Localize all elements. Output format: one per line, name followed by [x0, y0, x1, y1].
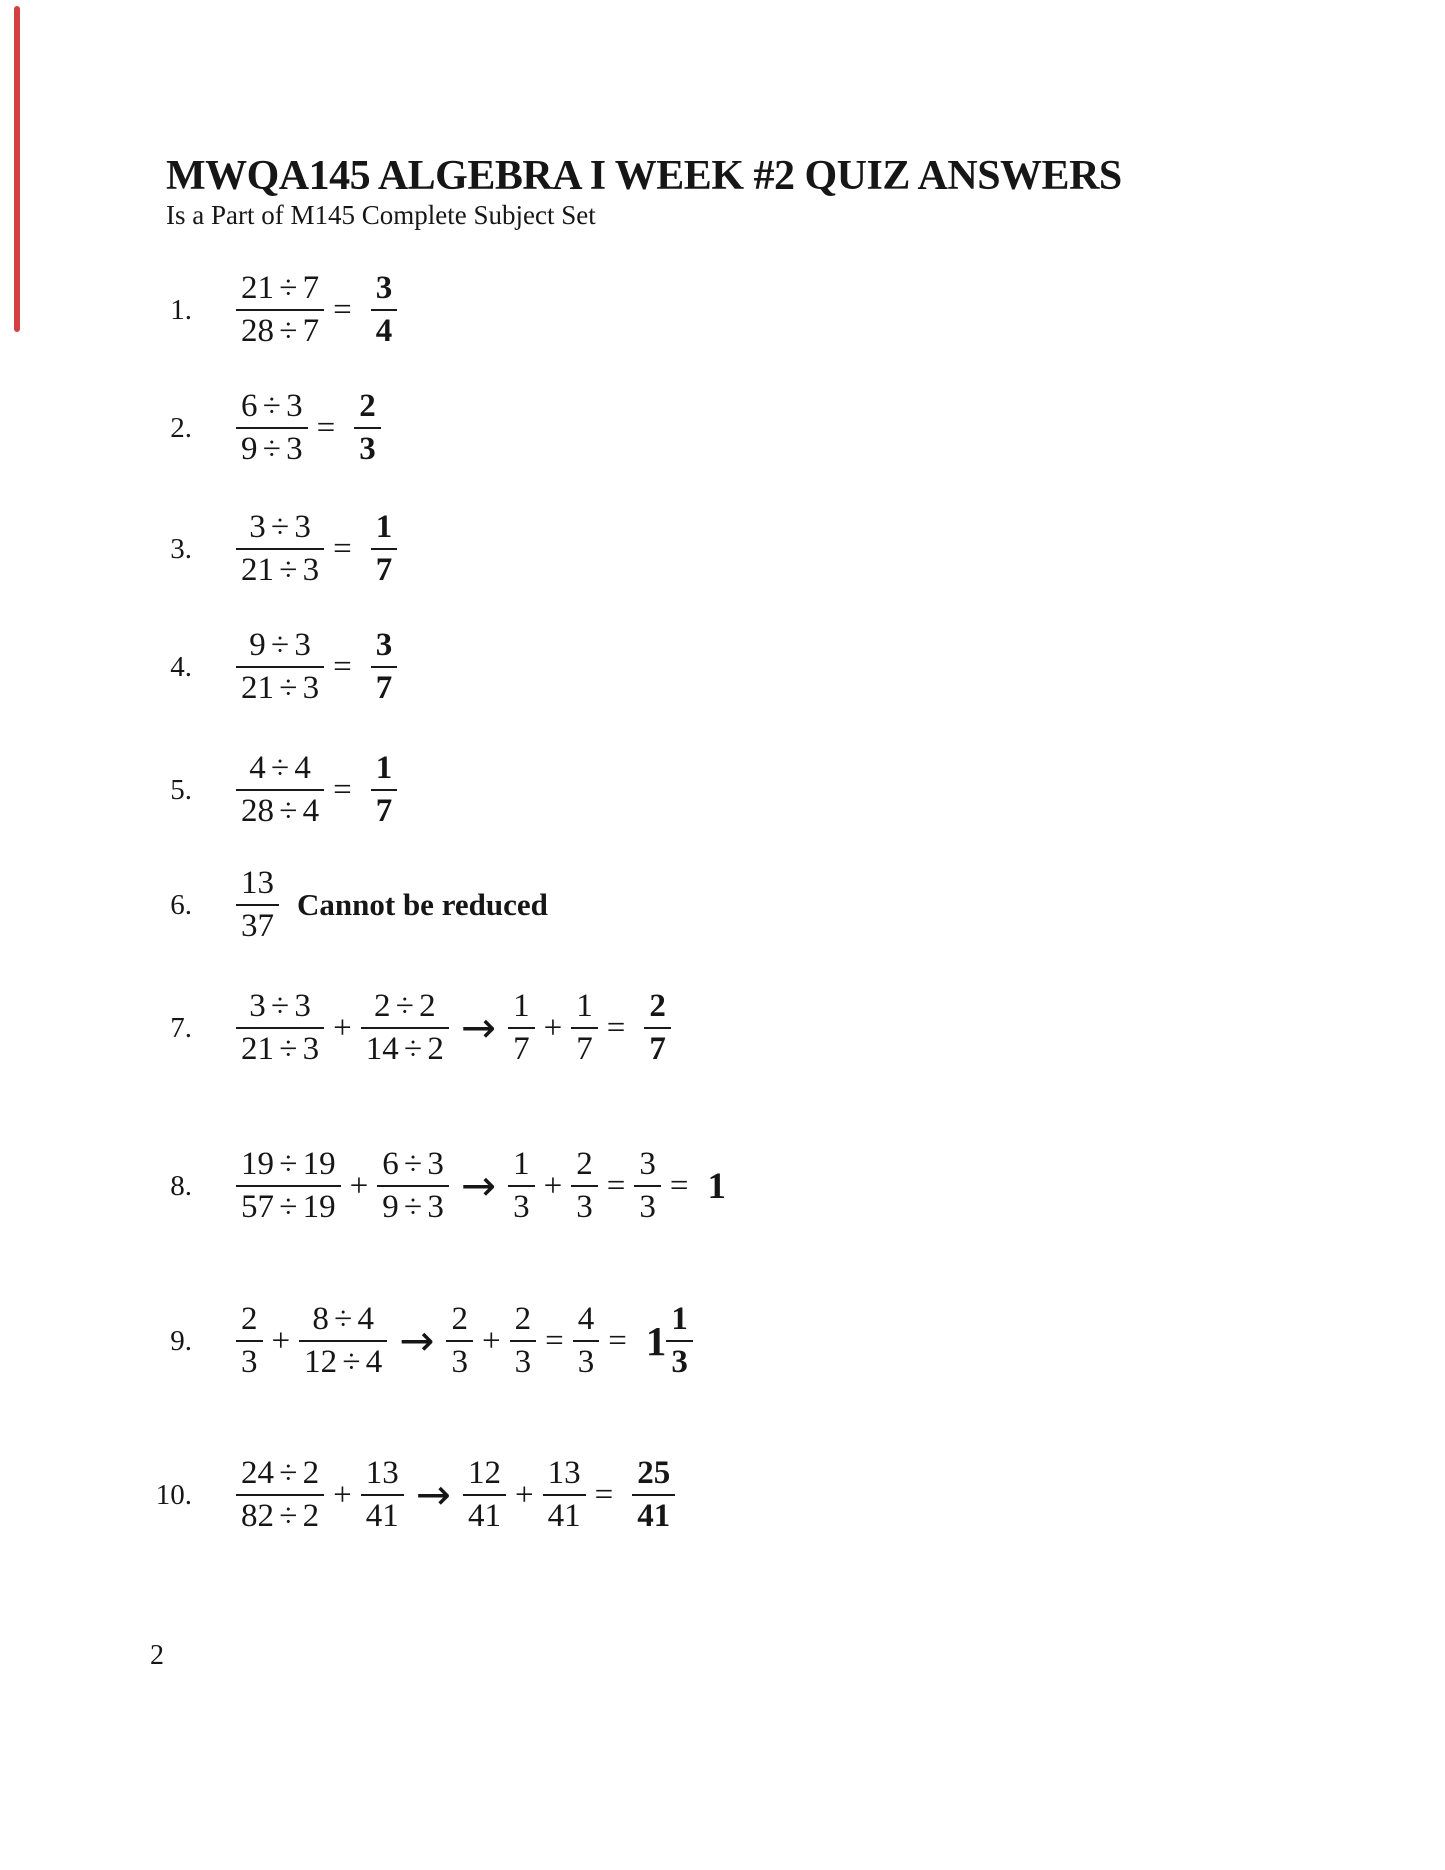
fraction-denominator: 28 ÷ 7 [236, 309, 324, 350]
fraction-numerator: 3 [375, 627, 393, 664]
fraction [236, 750, 324, 830]
fraction-denominator: 41 [361, 1494, 404, 1535]
fraction [571, 1146, 598, 1226]
fraction-numerator: 2 [576, 1146, 593, 1183]
fraction-denominator: 28 ÷ 4 [236, 789, 324, 830]
fraction-numerator: 1 [375, 750, 393, 787]
fraction-denominator: 82 ÷ 2 [236, 1494, 324, 1535]
equals-operator: = [606, 1009, 626, 1046]
fraction [508, 1146, 535, 1226]
problem-expression [236, 270, 397, 350]
fraction [236, 509, 324, 589]
fraction-denominator: 7 [644, 1027, 671, 1068]
fraction-numerator: 3 [639, 1146, 656, 1183]
arrow-operator: → [399, 1316, 435, 1365]
problem-row [100, 494, 397, 604]
plus-operator: + [543, 1167, 563, 1204]
equals-operator: = [316, 409, 336, 446]
fraction-denominator: 41 [632, 1494, 675, 1535]
scan-edge-artifact [14, 6, 20, 332]
fraction-denominator: 12 ÷ 4 [299, 1340, 387, 1381]
plus-operator: + [271, 1322, 291, 1359]
page-title: MWQA145 ALGEBRA I WEEK #2 QUIZ ANSWERS [166, 153, 1122, 199]
problem-number: 7. [170, 1011, 192, 1044]
fraction-denominator: 7 [371, 548, 398, 589]
fraction [571, 988, 598, 1068]
fraction [508, 988, 535, 1068]
plus-operator: + [333, 1476, 352, 1513]
fraction-numerator: 2 [359, 388, 376, 425]
problem-number: 5. [170, 773, 192, 806]
fraction [236, 1455, 324, 1535]
equals-operator: = [545, 1322, 564, 1359]
arrow-operator: → [460, 1003, 497, 1052]
problem-number: 4. [170, 650, 192, 683]
fraction [543, 1455, 586, 1535]
fraction-numerator: 4 [577, 1301, 595, 1338]
fraction-numerator: 13 [547, 1455, 581, 1492]
fraction [573, 1301, 600, 1381]
problem-row [100, 255, 397, 365]
answer-fraction [371, 270, 398, 350]
fraction-numerator: 4 ÷ 4 [249, 750, 311, 787]
fraction-denominator: 3 [236, 1340, 263, 1381]
equals-operator: = [333, 530, 352, 567]
fraction [299, 1301, 387, 1381]
fraction-numerator: 2 [451, 1301, 468, 1338]
fraction-denominator: 3 [446, 1340, 473, 1381]
problem-row [100, 973, 671, 1083]
problem-row [100, 850, 548, 960]
equals-operator: = [594, 1476, 614, 1513]
fraction-numerator: 8 ÷ 4 [312, 1301, 374, 1338]
fraction [236, 270, 324, 350]
fraction [361, 988, 449, 1068]
fraction-denominator: 3 [354, 427, 381, 468]
problem-row [100, 1440, 675, 1550]
problem-expression [236, 1455, 675, 1535]
fraction-numerator: 6 ÷ 3 [382, 1146, 444, 1183]
answer-fraction [632, 1455, 675, 1535]
page-number: 2 [150, 1640, 164, 1671]
problem-row [100, 612, 397, 722]
fraction [446, 1301, 473, 1381]
fraction-denominator: 3 [510, 1340, 537, 1381]
problem-number: 8. [170, 1169, 192, 1202]
fraction-numerator: 24 ÷ 2 [241, 1455, 320, 1492]
equals-operator: = [608, 1322, 627, 1359]
problem-row [100, 735, 397, 845]
problem-number: 2. [170, 411, 192, 444]
fraction-denominator: 3 [508, 1185, 535, 1226]
fraction-numerator: 2 [241, 1301, 258, 1338]
fraction-denominator: 9 ÷ 3 [236, 427, 308, 468]
fraction-numerator: 1 [375, 509, 393, 546]
problem-row [100, 373, 381, 483]
answer-note: Cannot be reduced [297, 887, 548, 922]
fraction-numerator: 12 [467, 1455, 501, 1492]
answer-fraction [371, 627, 398, 707]
fraction [634, 1146, 661, 1226]
problem-number: 10. [155, 1478, 192, 1511]
equals-operator: = [333, 648, 352, 685]
problem-row [100, 1131, 726, 1241]
whole-number-answer: 1 [707, 1165, 726, 1207]
page-subtitle: Is a Part of M145 Complete Subject Set [166, 200, 596, 230]
fraction [510, 1301, 537, 1381]
fraction-denominator: 14 ÷ 2 [361, 1027, 449, 1068]
problem-number: 9. [170, 1324, 192, 1357]
fraction-numerator: 13 [241, 865, 274, 902]
fraction-numerator: 1 [513, 988, 530, 1025]
problem-expression [236, 750, 397, 830]
equals-operator: = [333, 771, 352, 808]
problem-number: 3. [170, 532, 192, 565]
fraction-denominator: 3 [634, 1185, 661, 1226]
fraction [361, 1455, 404, 1535]
problem-expression [236, 988, 671, 1068]
fraction-denominator: 7 [571, 1027, 598, 1068]
fraction-denominator: 21 ÷ 3 [236, 548, 324, 589]
fraction-numerator: 2 [514, 1301, 532, 1338]
fraction [236, 865, 279, 945]
answer-fraction [371, 750, 398, 830]
fraction-numerator: 6 ÷ 3 [241, 388, 303, 425]
arrow-operator: → [460, 1161, 497, 1210]
plus-operator: + [543, 1009, 563, 1046]
equals-operator: = [333, 291, 352, 328]
equals-operator: = [669, 1167, 689, 1204]
problem-number: 1. [170, 293, 192, 326]
fraction [236, 388, 308, 468]
fraction-denominator: 7 [508, 1027, 535, 1068]
answer-fraction [371, 509, 398, 589]
problem-expression [236, 1301, 693, 1381]
problem-expression [236, 627, 397, 707]
problem-expression [236, 509, 397, 589]
fraction-numerator: 25 [637, 1455, 671, 1492]
fraction-numerator: 2 [649, 988, 666, 1025]
fraction-numerator: 1 [576, 988, 593, 1025]
mixed-number-fraction [666, 1301, 693, 1381]
fraction-denominator: 4 [371, 309, 398, 350]
plus-operator: + [333, 1009, 352, 1046]
fraction-numerator: 1 [513, 1146, 530, 1183]
fraction [463, 1455, 506, 1535]
mixed-number-answer [646, 1301, 693, 1381]
plus-operator: + [481, 1322, 501, 1359]
fraction [236, 1301, 263, 1381]
plus-operator: + [514, 1476, 534, 1513]
fraction-denominator: 41 [463, 1494, 506, 1535]
fraction-denominator: 21 ÷ 3 [236, 1027, 324, 1068]
fraction-denominator: 3 [571, 1185, 598, 1226]
arrow-operator: → [415, 1470, 451, 1519]
plus-operator: + [349, 1167, 369, 1204]
fraction-numerator: 19 ÷ 19 [241, 1146, 336, 1183]
fraction-numerator: 3 ÷ 3 [249, 509, 311, 546]
answer-fraction [354, 388, 381, 468]
fraction-numerator: 13 [365, 1455, 399, 1492]
fraction-denominator: 7 [371, 666, 398, 707]
fraction-denominator: 41 [543, 1494, 586, 1535]
fraction-numerator: 3 ÷ 3 [249, 988, 311, 1025]
fraction-numerator: 21 ÷ 7 [241, 270, 320, 307]
fraction-denominator: 3 [573, 1340, 600, 1381]
fraction-denominator: 37 [236, 904, 279, 945]
fraction-numerator: 2 ÷ 2 [374, 988, 436, 1025]
answer-fraction [644, 988, 671, 1068]
fraction-denominator: 57 ÷ 19 [236, 1185, 341, 1226]
fraction [236, 1146, 341, 1226]
fraction-numerator: 9 ÷ 3 [249, 627, 311, 664]
fraction [377, 1146, 449, 1226]
fraction [236, 988, 324, 1068]
fraction-denominator: 9 ÷ 3 [377, 1185, 449, 1226]
fraction-denominator: 7 [371, 789, 398, 830]
mixed-number-whole: 1 [645, 1317, 667, 1364]
fraction [236, 627, 324, 707]
fraction-denominator: 21 ÷ 3 [236, 666, 324, 707]
fraction-numerator: 1 [671, 1301, 688, 1338]
problem-number: 6. [170, 888, 192, 921]
fraction-numerator: 3 [375, 270, 393, 307]
problem-expression [236, 1146, 726, 1226]
problem-expression [236, 388, 381, 468]
fraction-denominator: 3 [666, 1340, 693, 1381]
problem-row [100, 1286, 693, 1396]
equals-operator: = [606, 1167, 626, 1204]
problem-expression [236, 865, 548, 945]
